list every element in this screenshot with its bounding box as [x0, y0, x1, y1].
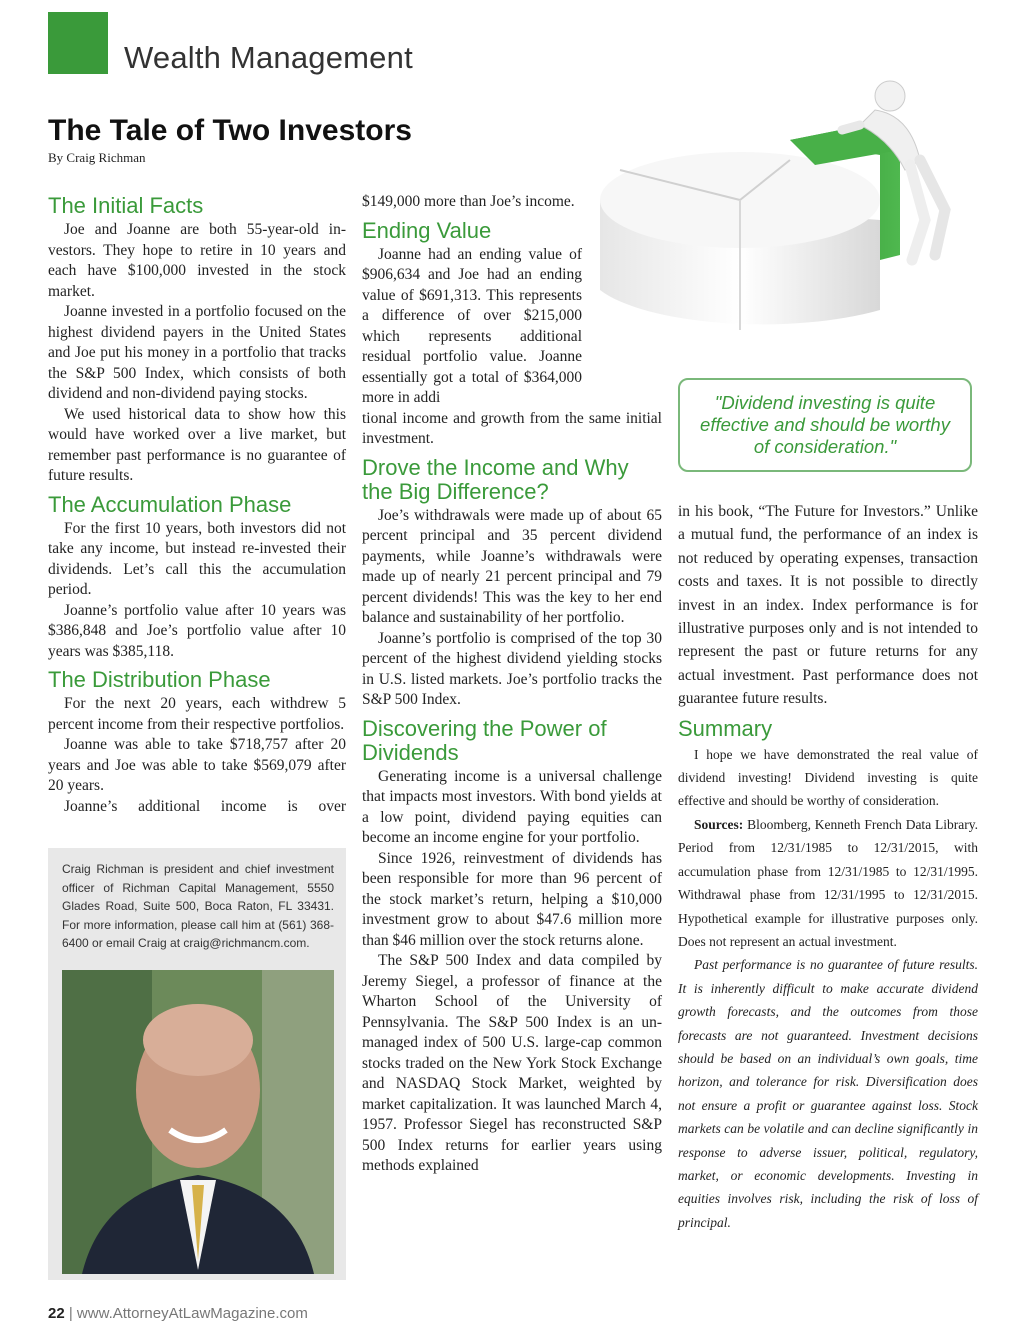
article-column-3	[678, 500, 978, 1234]
paragraph: $149,000 more than Joe’s income.	[362, 193, 575, 210]
paragraph: Joanne’s portfolio value after 10 years was $386,848 and Joe’s portfolio value after 10 years was $385,118.	[48, 601, 346, 660]
sources-label: Sources:	[694, 816, 744, 832]
heading-distribution-phase: The Distribution Phase	[48, 667, 271, 692]
paragraph: Joe and Joanne are both 55-year-old investors. They hope to retire in 10 years and each have $100,000 invested in the stock market.	[48, 221, 346, 300]
heading-accumulation-phase: The Accumulation Phase	[48, 491, 292, 517]
article-title: The Tale of Two Investors	[48, 114, 412, 147]
paragraph: The S&P 500 Index and data compiled by Jeremy Siegel, a professor of finance at the Wharton School of the University of Pennsylvania. The S&P 500 Index is an unmanaged index of 500 U.S. large-cap common stocks traded on the New York Stock Exchange and NASDAQ Stock Market, weighted by market capitalization. It was launched March 4, 1957. Professor Siegel has reconstructed S&P 500 Index returns for earlier years using methods explained	[362, 952, 662, 1174]
pull-quote-text: "Dividend investing is quite effective and should be worthy of consideration."	[700, 392, 950, 457]
paragraph: Generating income is a universal challenge that impacts most investors. With bond yields at a low point, dividend paying equities can become an income engine for your portfolio.	[362, 767, 662, 846]
paragraph: We used historical data to show how this would have worked over a live market, but remember past performance is no guarantee of future results.	[48, 405, 346, 484]
paragraph: I hope we have demonstrated the real value of dividend investing! Dividend investing is quite effective and should be worthy of consideration.	[678, 746, 978, 809]
paragraph: Joanne had an ending value of $906,634 and Joe had an ending value of $691,313. This represents a difference of over $215,000 which represents additional residual portfolio value. Joanne essentially got a total of $364,000 more in addi	[362, 245, 582, 406]
author-bio-text: Craig Richman is president and chief investment officer of Richman Capital Management, 5550 Glades Road, Suite 500, Boca Raton, FL 33431. For more information, please call him at (561) 368-6400 or email Craig at craig@richmancm.com.	[62, 862, 334, 950]
section-label: Wealth Management	[124, 40, 413, 75]
article-column-1	[48, 188, 346, 817]
sources-paragraph	[678, 813, 978, 953]
section-color-block	[48, 12, 108, 74]
byline: By Craig Richman	[48, 150, 146, 165]
paragraph: For the next 20 years, each withdrew 5 percent income from their respective portfolios.	[48, 695, 346, 733]
page-footer	[48, 1305, 308, 1322]
paragraph: Joe’s withdrawals were made up of about 65 percent principal and 35 percent dividend payments, while Joanne’s withdrawals were made up of nearly 21 percent principal and 79 percent dividends! This was the key to her end balance and sustainability of her portfolio.	[362, 506, 662, 626]
paragraph: in his book, “The Future for Investors.” Unlike a mutual fund, the performance of an index is not reduced by operating expenses, transaction costs and taxes. It is not possible to directly invest in an index. Index performance is for illustrative purposes only and is not intended to represent the past or future returns for any actual investment. Past performance does not guarantee future results.	[678, 503, 978, 708]
page-number: 22	[48, 1305, 65, 1322]
disclaimer-paragraph: Past performance is no guarantee of future results. It is inherently difficult to make accurate dividend growth forecasts, and the outcomes from those forecasts are not guaranteed. Investment decisions should be based on an individual’s own goals, time horizon, and tolerance for risk. Diversification does not ensure a profit or guarantee against loss. Stock markets can be volatile and can decline significantly in response to adverse issuer, political, regulatory, market, or economic developments. Investing in equities involves risk, including the risk of loss of principal.	[678, 957, 978, 1230]
heading-drove-income: Drove the Income and Why the Big Difference?	[362, 454, 629, 504]
article-column-2	[362, 192, 662, 1177]
paragraph: For the first 10 years, both investors did not take any income, but instead re-invested their dividends. Let’s call this the accumulation period.	[48, 519, 346, 598]
heading-initial-facts: The Initial Facts	[48, 193, 204, 218]
heading-ending-value: Ending Value	[362, 217, 492, 243]
paragraph: Joanne’s portfolio is comprised of the top 30 percent of the highest dividend yielding stocks in U.S. listed markets. Joe’s portfolio tracks the S&P 500 Index.	[362, 629, 662, 708]
author-photo	[62, 970, 334, 1274]
heading-summary: Summary	[678, 715, 773, 741]
heading-discovering-power: Discovering the Power of Dividends	[362, 715, 607, 765]
paragraph: Joanne’s additional income is over	[64, 797, 346, 815]
paragraph: Joanne was able to take $718,757 after 20 years and Joe was able to take $569,079 after 20 years.	[48, 736, 346, 794]
footer-site: www.AttorneyAtLawMagazine.com	[76, 1305, 308, 1322]
paragraph: tional income and growth from the same initial investment.	[362, 409, 662, 447]
sources-text: Bloomberg, Kenneth French Data Library. Period from 12/31/1985 to 12/31/2015, with accumulation phase from 12/31/1985 to 12/31/1995. Withdrawal phase from 12/31/1995 to 12/31/2015. Hypothetical example for illustrative purposes only. Does not represent an actual investment.	[678, 816, 978, 949]
paragraph: Since 1926, reinvestment of dividends has been responsible for more than 96 percent of the stock market’s return, helping a $10,000 investment grow to about $47.6 million more than $46 million over the stock returns alone.	[362, 849, 662, 949]
footer-separator: |	[64, 1305, 77, 1322]
paragraph: Joanne invested in a portfolio focused on the highest dividend payers in the United States and Joe put his money in a portfolio that tracks the S&P 500 Index, which consists of both dividend and non-dividend paying stocks.	[48, 303, 346, 402]
